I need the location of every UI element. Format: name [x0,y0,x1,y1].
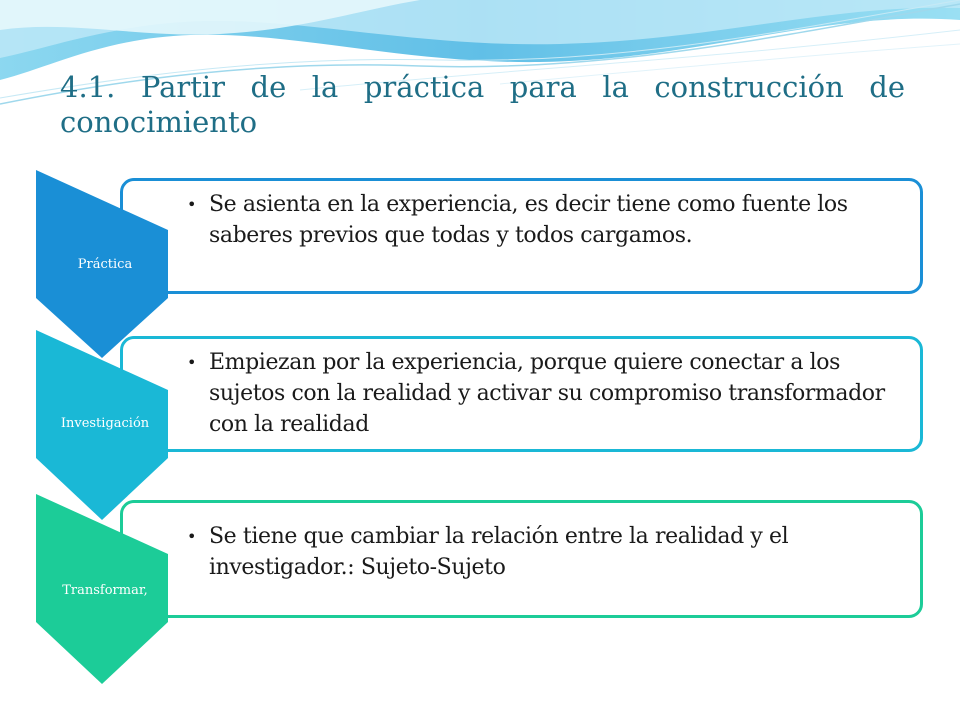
step-bullet-item [185,189,906,251]
step-text: Empiezan por la experiencia, porque quiere conectar a los sujetos con la realidad y activar su compromiso transformador con la realidad [209,350,885,437]
step-label: Transformar, [62,583,148,598]
step-box [120,178,923,294]
step-label: Práctica [77,257,133,272]
step-box [120,336,923,452]
step-bullet-item [185,521,906,583]
bullet-dot-icon: • [187,353,197,372]
step-row-transformar [0,494,960,684]
step-text: Se tiene que cambiar la relación entre la realidad y el investigador.: Sujeto-Sujeto [209,524,789,580]
page-title: 4.1. Partir de la práctica para la construcción de conocimiento [60,70,905,139]
step-bullet-item [185,347,906,440]
step-text: Se asienta en la experiencia, es decir tiene como fuente los saberes previos que todas y todos cargamos. [209,192,848,248]
step-box [120,500,923,618]
step-label: Investigación [60,416,150,431]
step-row-investigacion [0,330,960,520]
bullet-dot-icon: • [187,527,197,546]
bullet-dot-icon: • [187,195,197,214]
